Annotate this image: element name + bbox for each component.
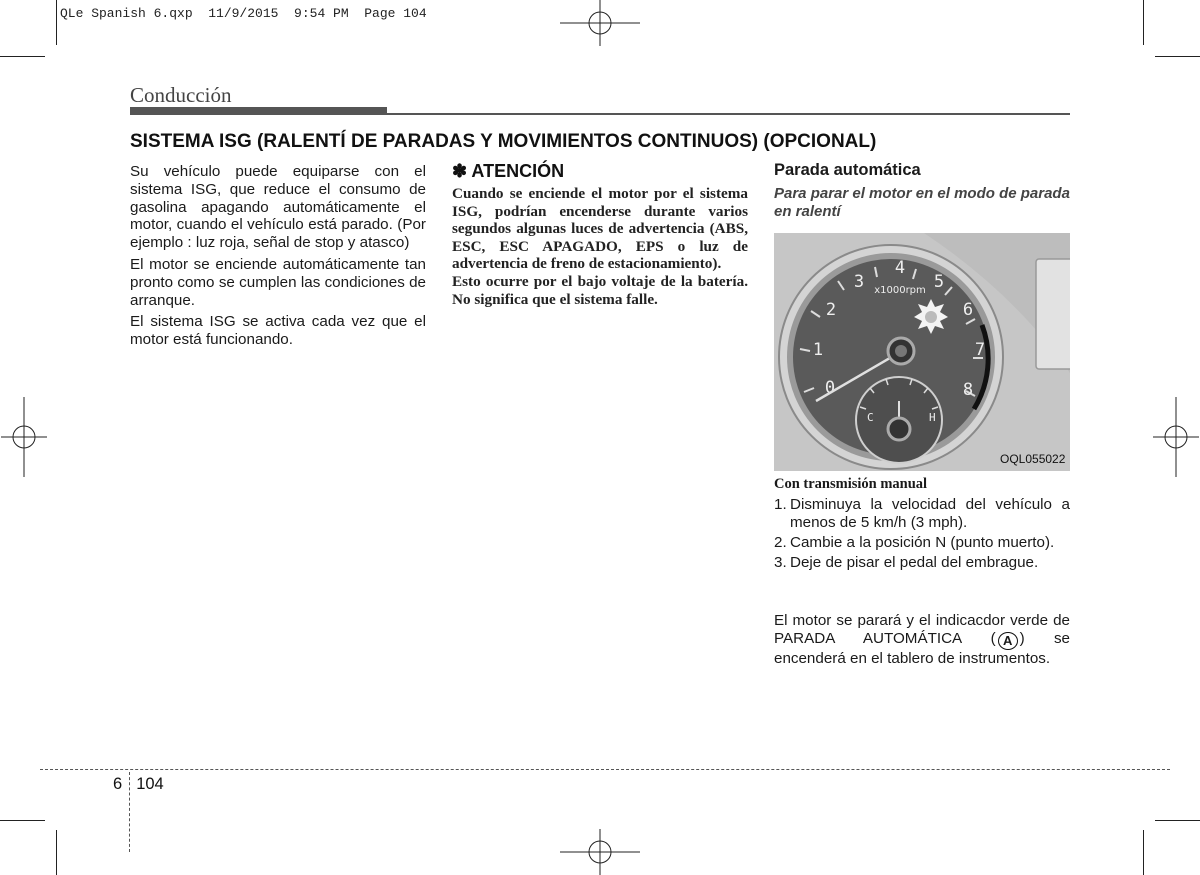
- page-heading: SISTEMA ISG (RALENTÍ DE PARADAS Y MOVIMIENTOS CONTINUOS) (OPCIONAL): [130, 131, 877, 152]
- gauge-number-8: 8: [962, 380, 974, 400]
- list-item: [774, 534, 1070, 552]
- gauge-number-5: 5: [933, 272, 945, 292]
- intro-paragraph-3: El sistema ISG se activa cada vez que el motor está funcionando.: [130, 313, 426, 349]
- steps-list: [774, 496, 1070, 574]
- tachometer-illustration: [774, 233, 1070, 471]
- print-slug: QLe Spanish 6.qxp 11/9/2015 9:54 PM Page 104: [60, 6, 427, 21]
- gauge-number-2: 2: [825, 300, 837, 320]
- page-number: [113, 775, 164, 794]
- step-text: Disminuya la velocidad del vehículo a menos de 5 km/h (3 mph).: [790, 496, 1070, 531]
- section-rule-bar: [130, 107, 387, 115]
- step-text: Cambie a la posición N (punto muerto).: [790, 534, 1055, 551]
- gauge-number-0: 0: [824, 378, 836, 398]
- attention-title: ✽ ATENCIÓN: [452, 161, 565, 181]
- list-item: [774, 554, 1070, 572]
- intro-paragraph-2: El motor se enciende automáticamente tan pronto como se cumplen las condiciones de arranque.: [130, 255, 426, 309]
- auto-stop-icon: A: [998, 632, 1018, 650]
- intro-paragraph-1: Su vehículo puede equiparse con el sistema ISG, que reduce el consumo de gasolina apagando automáticamente el motor, cuando el vehículo está parado. (Por ejemplo : luz roja, señal de stop y atasco): [130, 163, 426, 252]
- step-number: 1.: [774, 496, 787, 513]
- attention-box: [452, 161, 748, 308]
- step-text: Deje de pisar el pedal del embrague.: [790, 554, 1039, 571]
- step-number: 3.: [774, 554, 787, 571]
- gauge-number-6: 6: [962, 300, 974, 320]
- intro-column: [130, 163, 426, 353]
- gauge-number-4: 4: [894, 258, 906, 278]
- footer-rule: [40, 769, 1170, 770]
- gauge-unit: x1000rpm: [874, 285, 926, 296]
- temp-cold-label: C: [867, 411, 874, 424]
- figure-caption: Para parar el motor en el modo de parada en ralentí: [774, 185, 1070, 220]
- manual-transmission-heading: Con transmisión manual: [774, 476, 928, 492]
- step-number: 2.: [774, 534, 787, 551]
- attention-paragraph-2: Esto ocurre por el bajo voltaje de la batería. No significa que el sistema falle.: [452, 272, 748, 308]
- result-text-before: El motor se parará y el indicacdor verde de PARADA AUTOMÁTICA (: [774, 612, 1070, 647]
- result-paragraph: [774, 612, 1070, 668]
- attention-paragraph-1: Cuando se enciende el motor por el sistema ISG, podrían encenderse durante varios segundos algunas luces de advertencia (ABS, ESC, ESC APAGADO, EPS o luz de advertencia de freno de estacionamiento).: [452, 185, 748, 273]
- auto-stop-column: [774, 161, 1070, 221]
- temp-hot-label: H: [929, 411, 936, 424]
- gauge-number-3: 3: [853, 272, 865, 292]
- result-text-after: ) se encenderá en el tablero de instrumentos.: [774, 630, 1070, 667]
- chapter-number: 6: [113, 775, 123, 793]
- auto-stop-title: Parada automática: [774, 161, 921, 179]
- list-item: [774, 496, 1070, 532]
- gauge-number-1: 1: [812, 340, 824, 360]
- figure-code: OQL055022: [1000, 452, 1066, 466]
- page-number-value: 104: [136, 775, 164, 793]
- tachometer-figure: [774, 233, 1070, 471]
- gauge-number-7: 7: [974, 340, 986, 360]
- section-rule-line: [387, 113, 1070, 115]
- section-title: Conducción: [130, 83, 232, 107]
